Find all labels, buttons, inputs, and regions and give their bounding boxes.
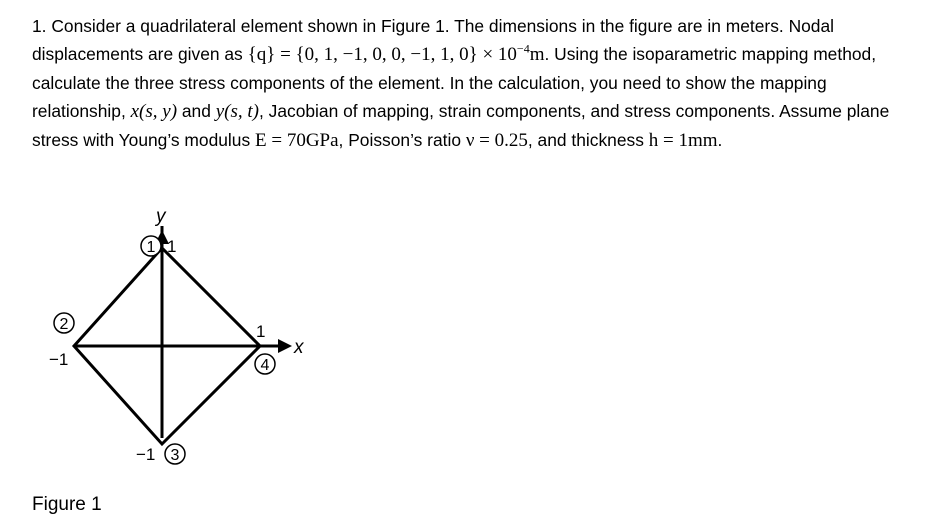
element-figure [40,204,330,474]
displacement-vector [247,41,545,65]
node-1 [141,236,176,256]
displacement-exponent: −4 [516,41,530,56]
displacement-vector-values: {q} = {0, 1, −1, 0, 0, −1, 1, 0} × 10 [247,44,517,65]
y-axis-label: y [156,206,166,227]
problem-text-6: , and thickness [527,130,649,150]
element-diagram [40,204,330,474]
problem-text-3: and [177,101,216,121]
thickness-value: h = 1mm [648,130,718,151]
node-4-coordinate: 1 [256,322,266,341]
node-2-coordinate: −1 [49,350,69,369]
x-axis-arrowhead [278,339,292,353]
node-4-number: 4 [260,357,270,374]
poisson-ratio: ν = 0.25 [465,130,528,151]
problem-text-7: . [717,130,723,150]
mapping-x: x(s, y) [130,101,178,122]
node-1-coordinate: 1 [167,237,177,256]
figure-caption: Figure 1 [32,494,102,515]
problem-text-5: , Poisson’s ratio [338,130,466,150]
node-3-coordinate: −1 [136,445,156,464]
problem-text-4: , Jacobian of mapping, strain components, and stress components. Assume plane stress with Young’s modulus [32,101,890,150]
node-2 [49,313,74,369]
node-1-number: 1 [146,239,156,256]
node-3-number: 3 [170,447,180,464]
problem-text-2: . Using the isoparametric mapping method, calculate the three stress components of the element. In the calculation, you need to show the mapping relationship, [32,44,877,121]
problem-statement [32,12,912,155]
displacement-unit: m [529,44,545,65]
node-2-number: 2 [59,316,69,333]
mapping-y: y(s, t) [215,101,259,122]
node-3 [136,444,185,464]
problem-text-1: 1. Consider a quadrilateral element shown in Figure 1. The dimensions in the figure are in meters. Nodal displacements are given as [32,16,835,64]
x-axis-label: x [294,337,304,358]
youngs-modulus: E = 70GPa [255,130,339,151]
